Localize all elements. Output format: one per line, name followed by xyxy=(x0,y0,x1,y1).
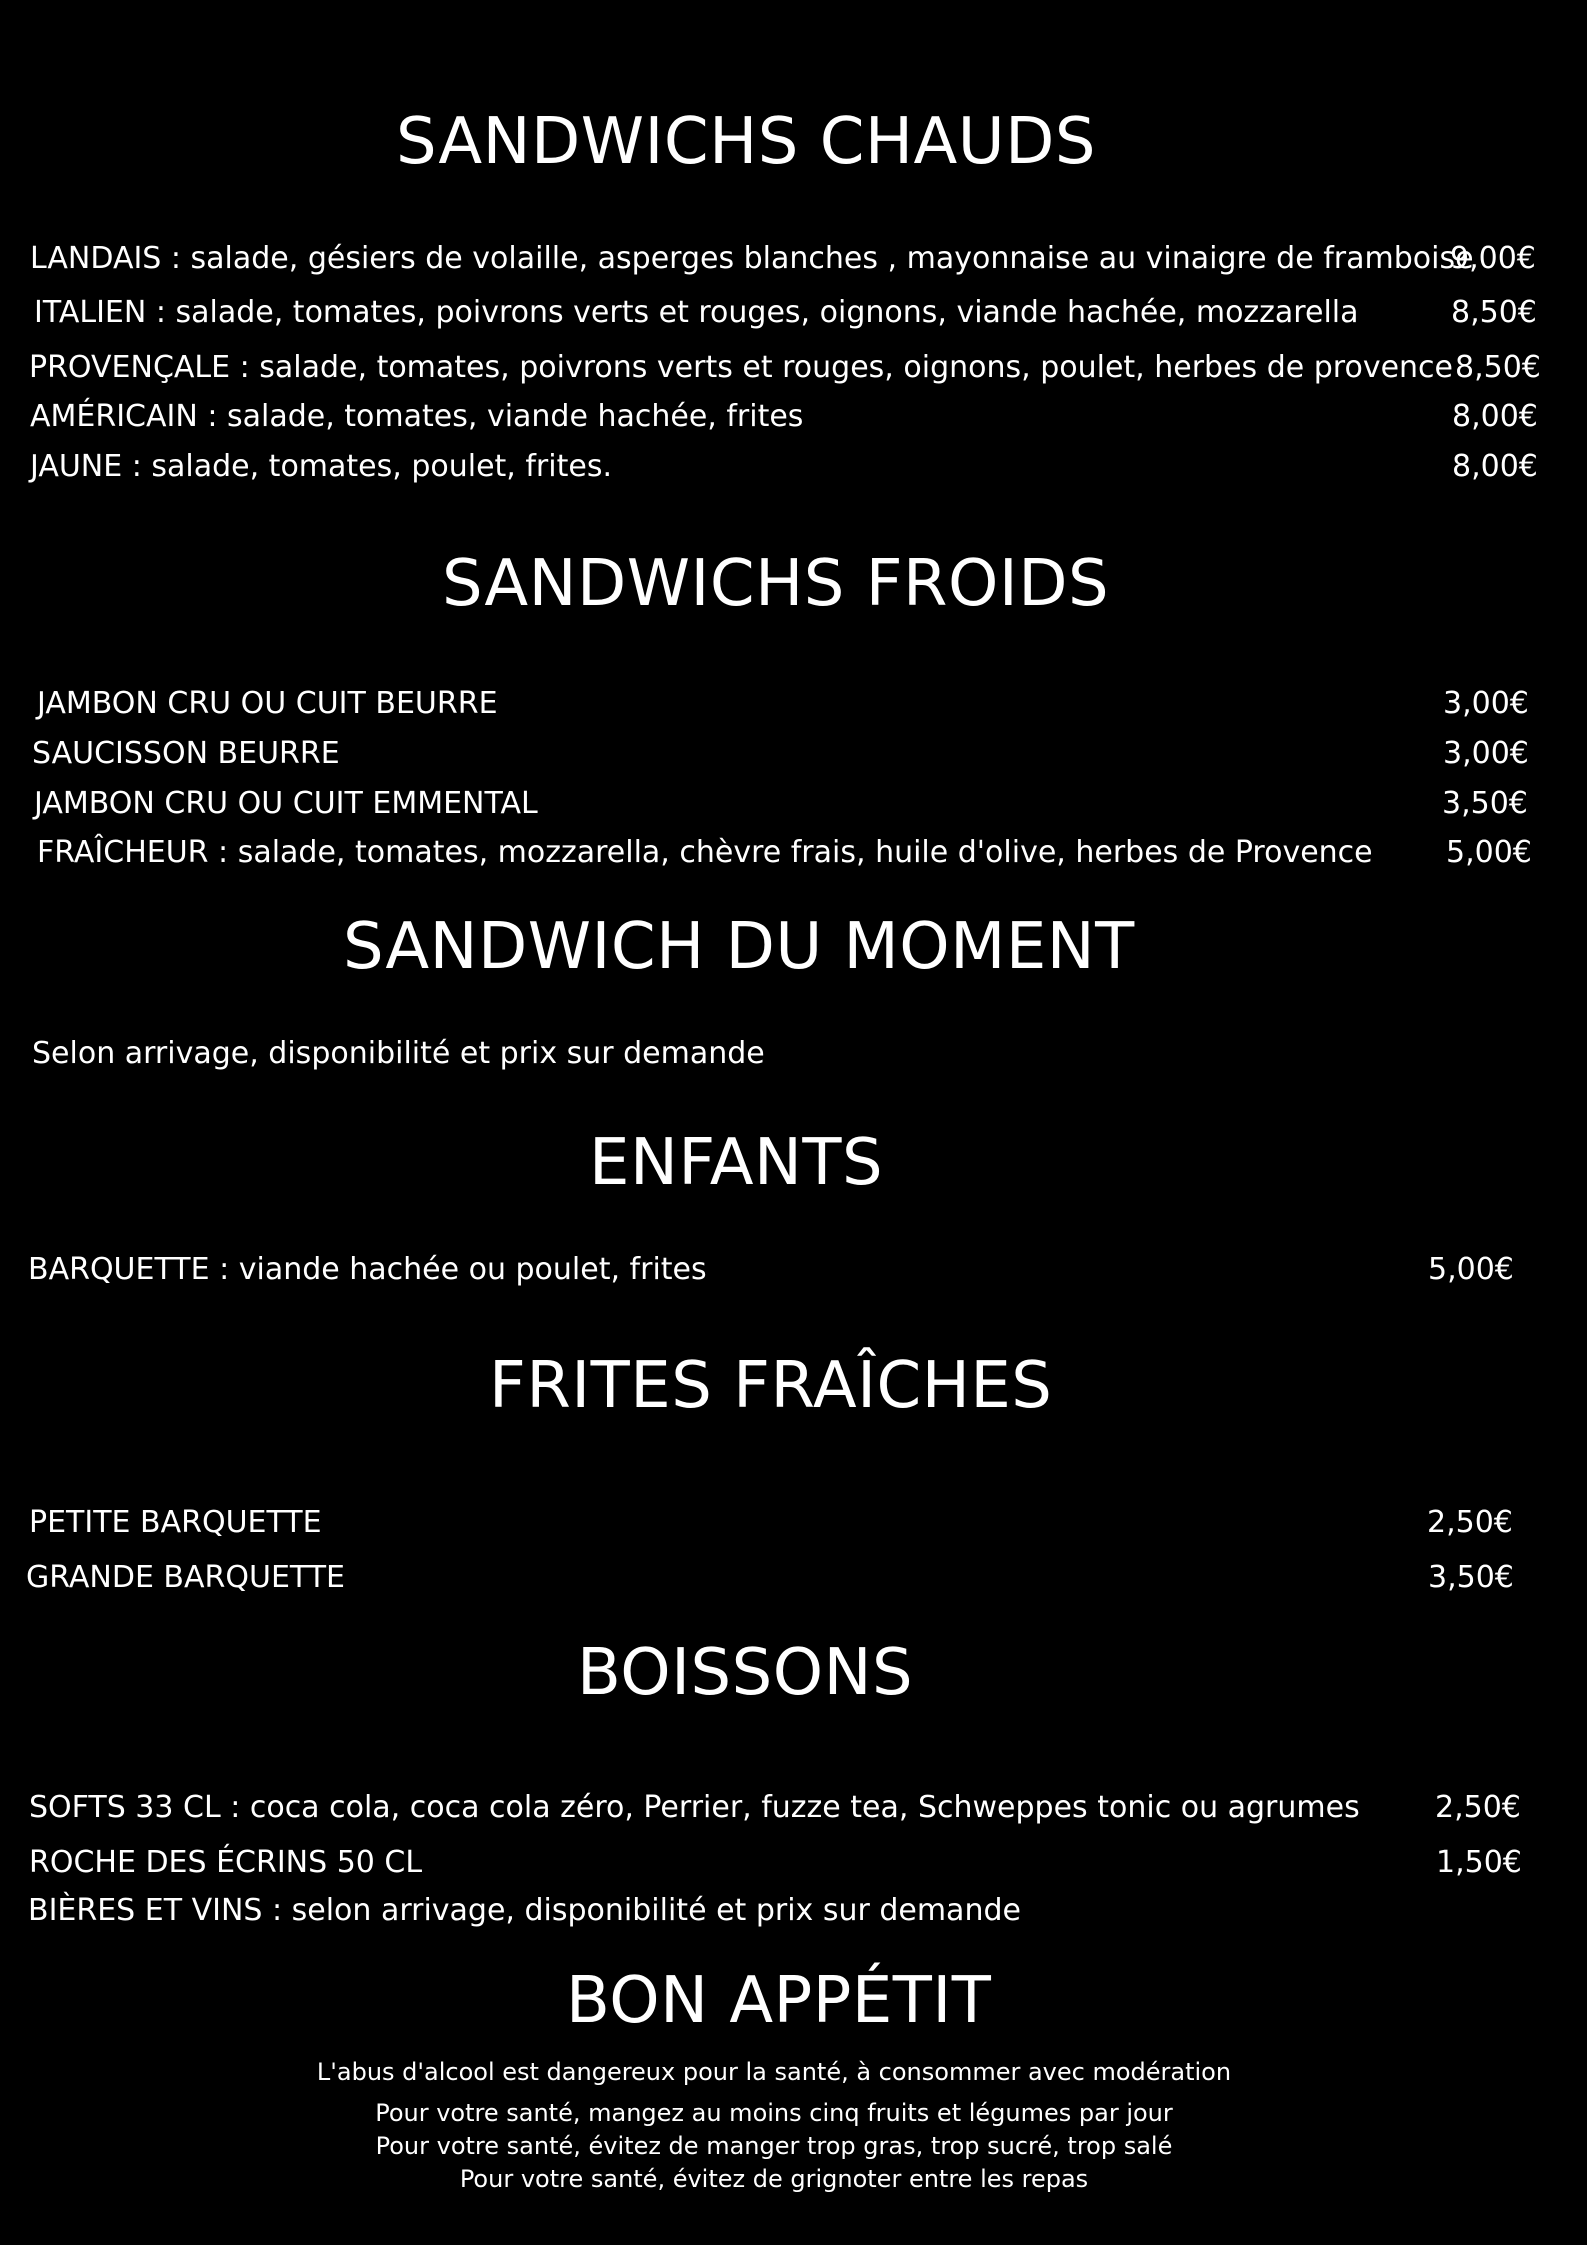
menu-item-jambon-beurre: JAMBON CRU OU CUIT BEURRE xyxy=(37,686,498,721)
price-barquette-enfant: 5,00€ xyxy=(1428,1252,1514,1287)
price-saucisson-beurre: 3,00€ xyxy=(1443,736,1529,771)
price-jambon-emmental: 3,50€ xyxy=(1442,786,1528,821)
footer-note-gras-sucre-sale: Pour votre santé, évitez de manger trop gras, trop sucré, trop salé xyxy=(375,2132,1173,2160)
footer-note-alcool: L'abus d'alcool est dangereux pour la santé, à consommer avec modération xyxy=(316,2058,1232,2086)
section-title-frites-fraiches: FRITES FRAÎCHES xyxy=(489,1349,1053,1423)
price-jambon-beurre: 3,00€ xyxy=(1443,686,1529,721)
menu-item-saucisson-beurre: SAUCISSON BEURRE xyxy=(32,736,340,771)
menu-item-barquette-enfant: BARQUETTE : viande hachée ou poulet, frites xyxy=(28,1252,707,1287)
menu-item-fraicheur: FRAÎCHEUR : salade, tomates, mozzarella, chèvre frais, huile d'olive, herbes de Provence xyxy=(37,835,1373,870)
section-title-sandwichs-froids: SANDWICHS FROIDS xyxy=(442,547,1110,621)
menu-item-provencale: PROVENÇALE : salade, tomates, poivrons verts et rouges, oignons, poulet, herbes de provence xyxy=(29,350,1453,385)
price-softs: 2,50€ xyxy=(1435,1790,1521,1825)
menu-item-roche-des-ecrins: ROCHE DES ÉCRINS 50 CL xyxy=(29,1845,423,1880)
moment-description: Selon arrivage, disponibilité et prix sur demande xyxy=(32,1036,765,1071)
price-landais: 9,00€ xyxy=(1450,241,1536,276)
menu-item-americain: AMÉRICAIN : salade, tomates, viande hachée, frites xyxy=(30,399,804,434)
menu-item-jambon-emmental: JAMBON CRU OU CUIT EMMENTAL xyxy=(34,786,538,821)
footer-note-fruits-legumes: Pour votre santé, mangez au moins cinq fruits et légumes par jour xyxy=(375,2099,1173,2127)
menu-item-softs: SOFTS 33 CL : coca cola, coca cola zéro, Perrier, fuzze tea, Schweppes tonic ou agrumes xyxy=(29,1790,1360,1825)
footer-title-bon-appetit: BON APPÉTIT xyxy=(566,1964,992,2038)
price-roche-des-ecrins: 1,50€ xyxy=(1436,1845,1522,1880)
price-grande-barquette: 3,50€ xyxy=(1428,1560,1514,1595)
menu-item-landais: LANDAIS : salade, gésiers de volaille, asperges blanches , mayonnaise au vinaigre de framboise xyxy=(30,241,1474,276)
footer-note-grignoter: Pour votre santé, évitez de grignoter entre les repas xyxy=(459,2165,1089,2193)
price-fraicheur: 5,00€ xyxy=(1446,835,1532,870)
price-americain: 8,00€ xyxy=(1452,399,1538,434)
menu-item-jaune: JAUNE : salade, tomates, poulet, frites. xyxy=(30,449,612,484)
section-title-boissons: BOISSONS xyxy=(577,1636,914,1710)
price-jaune: 8,00€ xyxy=(1452,449,1538,484)
section-title-sandwichs-chauds: SANDWICHS CHAUDS xyxy=(396,105,1097,179)
menu-item-petite-barquette: PETITE BARQUETTE xyxy=(29,1505,322,1540)
menu-item-italien: ITALIEN : salade, tomates, poivrons verts et rouges, oignons, viande hachée, mozzarella xyxy=(34,295,1359,330)
price-petite-barquette: 2,50€ xyxy=(1427,1505,1513,1540)
section-title-enfants: ENFANTS xyxy=(589,1126,884,1200)
price-provencale: 8,50€ xyxy=(1455,350,1541,385)
section-title-sandwich-du-moment: SANDWICH DU MOMENT xyxy=(343,910,1135,984)
menu-item-bieres-vins: BIÈRES ET VINS : selon arrivage, disponibilité et prix sur demande xyxy=(28,1893,1021,1928)
price-italien: 8,50€ xyxy=(1451,295,1537,330)
menu-item-grande-barquette: GRANDE BARQUETTE xyxy=(26,1560,345,1595)
